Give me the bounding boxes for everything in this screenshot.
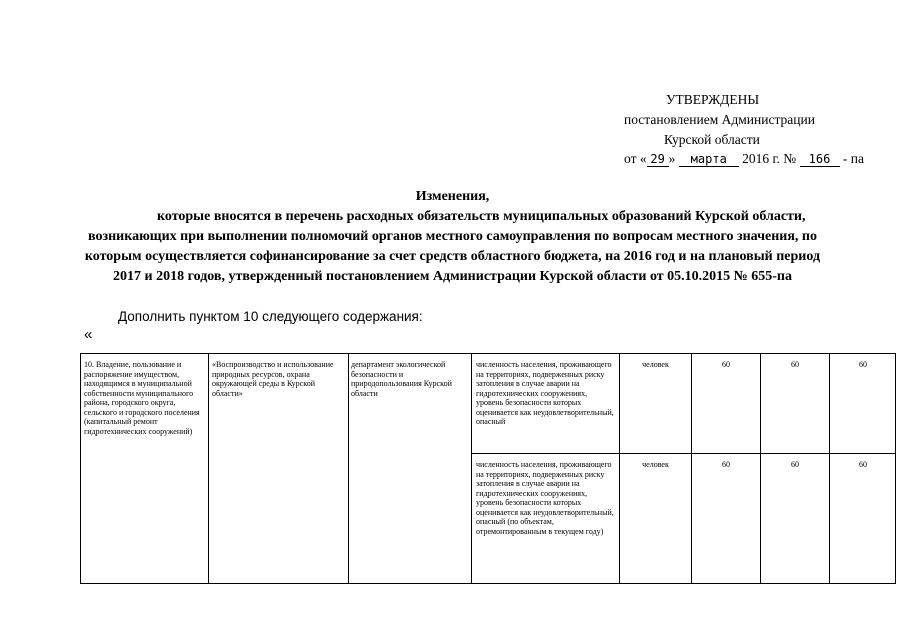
title-line4: 2017 и 2018 годов, утвержденный постановлением Администрации Курской области от 05.10.2015 № 655-па — [113, 269, 792, 284]
cell-responsible-body: департамент экологической безопасности и природопользования Курской области — [351, 360, 452, 398]
cell-value-2018-2: 60 — [859, 460, 867, 469]
cell-expenditure-obligation: 10. Владение, пользование и распоряжение имуществом, находящимся в муниципальной собственности муниципального района, городского округа, сельского и городского поселения (капитальный ремонт гидротехнических сооружений) — [84, 360, 200, 436]
date-prefix: от « — [624, 151, 647, 166]
cell-value-2016-1: 60 — [722, 360, 730, 369]
approved-by-line1: постановлением Администрации — [624, 112, 815, 127]
date-day: 29 — [647, 152, 669, 167]
intro-text: Дополнить пунктом 10 следующего содержания: — [118, 309, 423, 324]
title-line2: возникающих при выполнении полномочий органов местного самоуправления по вопросам местного значения, по — [88, 229, 817, 244]
cell-value-2017-2: 60 — [791, 460, 799, 469]
column-divider — [208, 354, 209, 583]
title-line3: которым осуществляется софинансирование за счет средств областного бюджета, на 2016 год и на плановый период — [84, 249, 821, 264]
row-divider — [471, 453, 895, 454]
approved-by-line2: Курской области — [664, 132, 760, 147]
approved-label: УТВЕРЖДЕНЫ — [666, 92, 760, 107]
date-year: 2016 г. № — [742, 151, 797, 166]
cell-value-2018-1: 60 — [859, 360, 867, 369]
cell-value-2016-2: 60 — [722, 460, 730, 469]
date-month: марта — [679, 152, 739, 167]
cell-indicator-2: численность населения, проживающего на территориях, подверженных риску затопления в случае аварии на гидротехнических сооружениях, уровень безопасности которых оценивается как неудовлетворительный, опасный (по объектам, отремонтированным в текущем году) — [476, 460, 614, 536]
column-divider — [471, 354, 472, 583]
cell-unit-2: человек — [642, 460, 669, 469]
title-heading: Изменения, — [415, 189, 490, 204]
cell-value-2017-1: 60 — [791, 360, 799, 369]
cell-indicator-1: численность населения, проживающего на территориях, подверженных риску затопления в случае аварии на гидротехнических сооружениях, уровень безопасности которых оценивается как неудовлетворительный, опасный — [476, 360, 614, 426]
cell-state-program: «Воспроизводство и использование природных ресурсов, охрана окружающей среды в Курской области» — [212, 360, 334, 398]
quote-open: « — [84, 326, 93, 343]
expenditure-table — [80, 353, 896, 584]
date-mid: » — [668, 151, 676, 166]
column-divider — [348, 354, 349, 583]
document-number: 166 — [800, 152, 840, 167]
title-line1: которые вносятся в перечень расходных обязательств муниципальных образований Курской области, — [157, 209, 806, 224]
date-suffix: - па — [842, 151, 864, 166]
cell-unit-1: человек — [642, 360, 669, 369]
approval-date-line — [624, 151, 864, 167]
